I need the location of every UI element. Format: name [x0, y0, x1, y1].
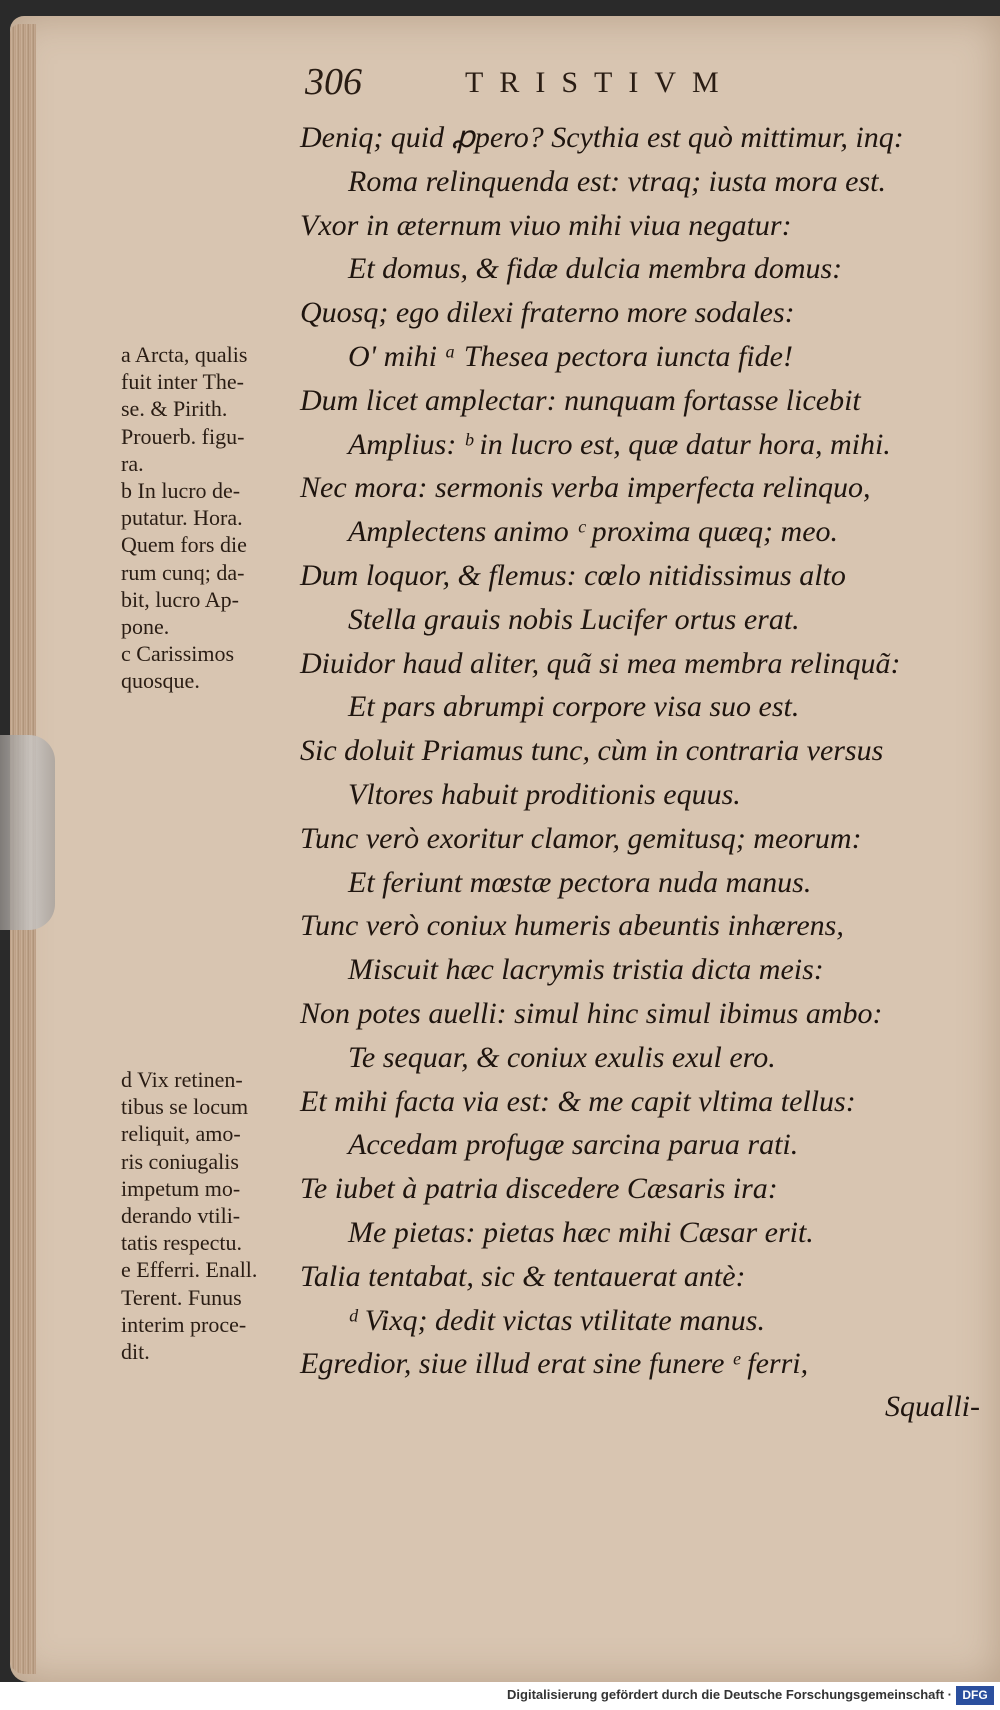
note-line: a Arcta, qualis — [121, 342, 248, 367]
note-line: pone. — [121, 613, 170, 639]
verse-line: Egredior, siue illud erat sine funere ᵉ ferri, — [300, 1347, 809, 1381]
verse-line: Te sequar, & coniux exulis exul ero. — [348, 1040, 776, 1074]
verse-line: Nec mora: sermonis verba imperfecta relinquo, — [300, 471, 871, 505]
note-line: bit, lucro Ap- — [121, 586, 239, 612]
verse-line: Vltores habuit proditionis equus. — [348, 777, 741, 811]
verse-line: ᵈ Vixq; dedit victas vtilitate manus. — [348, 1303, 765, 1337]
marginal-notes-upper — [121, 341, 301, 694]
verse-line: Et feriunt mœstæ pectora nuda manus. — [348, 865, 812, 899]
verse-line: Quosq; ego dilexi fraterno more sodales: — [300, 296, 795, 330]
note-line: e Efferri. Enall. — [121, 1257, 258, 1283]
note-line: putatur. Hora. — [121, 505, 243, 531]
dfg-logo: DFG — [956, 1686, 994, 1705]
verse-line: Te iubet à patria discedere Cæsaris ira: — [300, 1172, 778, 1206]
note-line: rum cunq; da- — [121, 559, 245, 585]
verse-line: Et pars abrumpi corpore visa suo est. — [348, 690, 800, 724]
verse-line: Me pietas: pietas hæc mihi Cæsar erit. — [348, 1215, 814, 1249]
note-line: ra. — [121, 450, 144, 476]
note-line: b In lucro de- — [121, 477, 241, 503]
verse-line: Accedam profugæ sarcina parua rati. — [348, 1128, 799, 1162]
verse-line: Tunc verò coniux humeris abeuntis inhærens, — [300, 909, 844, 943]
verse-line: Et domus, & fidæ dulcia membra domus: — [348, 252, 843, 286]
note-line: quosque. — [121, 668, 200, 694]
verse-line: Amplius: ᵇ in lucro est, quæ datur hora, mihi. — [348, 427, 891, 461]
verse-line: Dum licet amplectar: nunquam fortasse licebit — [300, 383, 861, 417]
book-clamp — [0, 735, 55, 930]
digitization-footer — [0, 1682, 1000, 1710]
running-title: TRISTIVM — [465, 66, 735, 99]
verse-text — [300, 116, 960, 1386]
note-line: reliquit, amo- — [121, 1121, 241, 1147]
note-line: derando vtili- — [121, 1202, 241, 1228]
verse-line: Non potes auelli: simul hinc simul ibimus ambo: — [300, 996, 883, 1030]
verse-line: Vxor in æternum viuo mihi viua negatur: — [300, 208, 792, 242]
verse-line: O' mihi ᵃ Thesea pectora iuncta fide! — [348, 339, 793, 373]
note-line: tatis respectu. — [121, 1230, 242, 1256]
verse-line: Talia tentabat, sic & tentauerat antè: — [300, 1259, 746, 1293]
footer-credit: Digitalisierung gefördert durch die Deutsche Forschungsgemeinschaft · — [507, 1687, 952, 1702]
note-line: se. & Pirith. — [121, 396, 228, 422]
verse-line: Deniq; quid ꝓpero? Scythia est quò mittimur, inq: — [300, 121, 904, 154]
marginal-notes-lower — [121, 1066, 301, 1365]
verse-line: Diuidor haud aliter, quã si mea membra relinquã: — [300, 646, 901, 680]
note-line: d Vix retinen- — [121, 1067, 243, 1092]
note-line: impetum mo- — [121, 1175, 241, 1201]
note-line: fuit inter The- — [121, 369, 244, 395]
note-line: Quem fors die — [121, 532, 247, 558]
verse-line: Stella grauis nobis Lucifer ortus erat. — [348, 602, 800, 636]
note-line: ris coniugalis — [121, 1148, 239, 1174]
note-line: c Carissimos — [121, 641, 235, 667]
verse-line: Tunc verò exoritur clamor, gemitusq; meorum: — [300, 821, 862, 855]
verse-line: Miscuit hæc lacrymis tristia dicta meis: — [348, 953, 824, 987]
note-line: tibus se locum — [121, 1094, 249, 1120]
running-head — [305, 60, 845, 108]
verse-line: Sic doluit Priamus tunc, cùm in contraria versus — [300, 734, 884, 768]
catchword: Squalli- — [885, 1390, 980, 1423]
verse-line: Et mihi facta via est: & me capit vltima tellus: — [300, 1084, 856, 1118]
verse-line: Dum loquor, & flemus: cœlo nitidissimus alto — [300, 558, 846, 592]
verse-line: Roma relinquenda est: vtraq; iusta mora est. — [348, 164, 886, 198]
note-line: Terent. Funus — [121, 1284, 242, 1310]
note-line: interim proce- — [121, 1311, 247, 1337]
note-line: Prouerb. figu- — [121, 423, 245, 449]
note-line: dit. — [121, 1338, 150, 1364]
verse-line: Amplectens animo ᶜ proxima quæq; meo. — [348, 515, 839, 549]
page-number: 306 — [305, 61, 362, 103]
